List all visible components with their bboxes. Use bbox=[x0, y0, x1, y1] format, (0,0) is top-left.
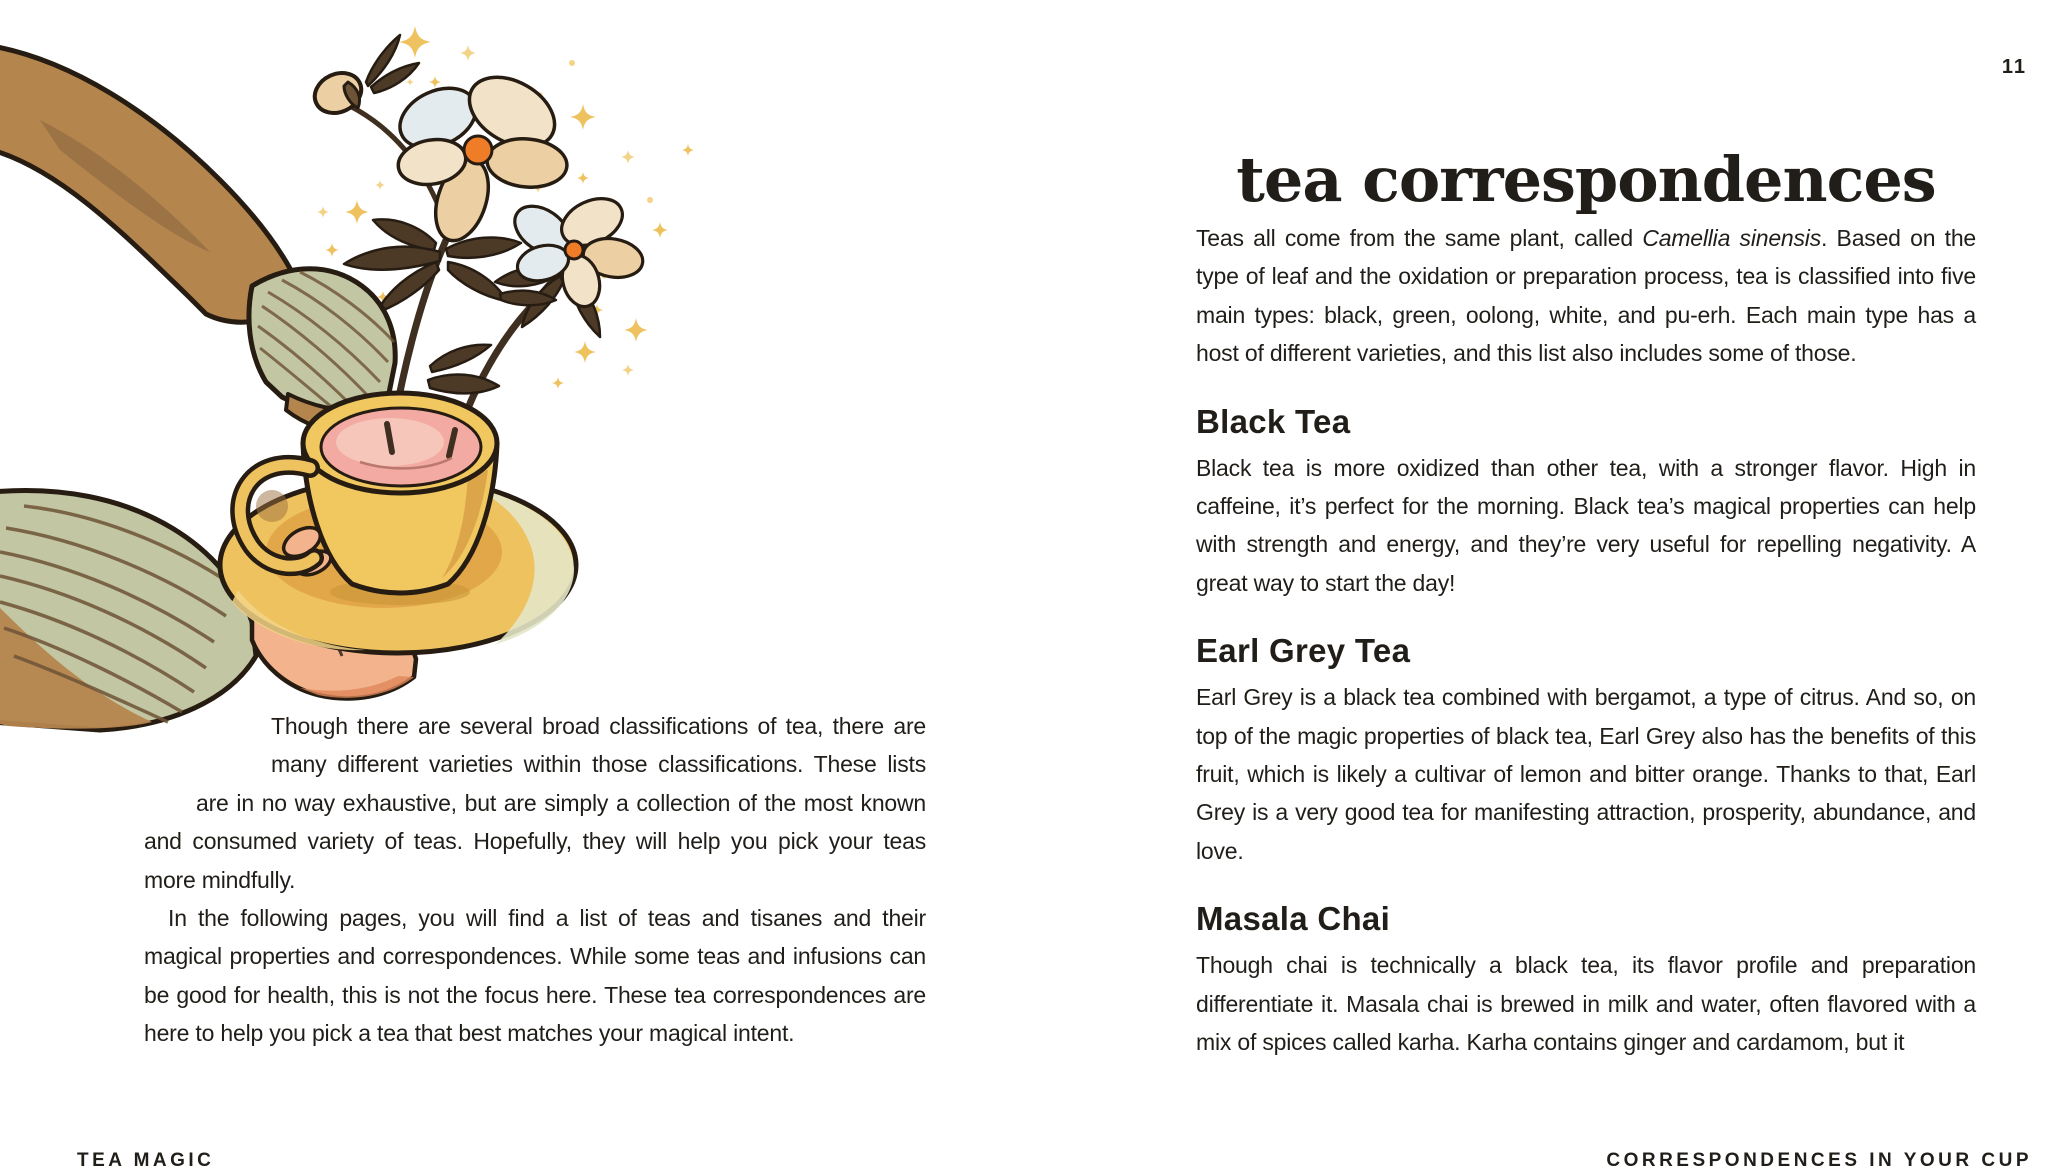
left-paragraph-1 bbox=[144, 707, 926, 899]
species-name-italic: Camellia sinensis bbox=[1642, 225, 1822, 251]
running-footer-book-title: TEA MAGIC bbox=[77, 1150, 215, 1171]
teacup bbox=[303, 393, 497, 593]
section-body-black-tea: Black tea is more oxidized than other tea, with a stronger flavor. High in caffeine, it’s perfect for the morning. Black tea’s magical properties can help with strength and energy, and they’re very useful for repelling negativity. A great way to start the day! bbox=[1196, 454, 1976, 596]
section-heading-masala-chai: Masala Chai bbox=[1196, 900, 1391, 938]
running-footer-chapter-title: CORRESPONDENCES IN YOUR CUP bbox=[1606, 1150, 2032, 1171]
text-wrap-spacer bbox=[144, 707, 271, 746]
intro-text: Teas all come from the same plant, called bbox=[1196, 225, 1643, 251]
paragraph-text: In the following pages, you will find a list of teas and tisanes and their magical properties and correspondences. While some teas and infusions can be good for health, this is not the focus here. These tea correspondences are here to help you pick a tea that best matches your magical intent. bbox=[144, 905, 926, 1047]
teacup-flowers-illustration bbox=[0, 0, 700, 752]
left-paragraph-2 bbox=[144, 899, 926, 1053]
intro-paragraph bbox=[1196, 219, 1976, 373]
left-text-block bbox=[144, 707, 926, 1053]
right-text-column bbox=[1196, 0, 1976, 1062]
section-body-masala-chai: Though chai is technically a black tea, its flavor profile and preparation differentiate it. Masala chai is brewed in milk and water, often flavored with a mix of spices called karha. Karha contains ginger and cardamom, but it bbox=[1196, 952, 1976, 1056]
page-number: 11 bbox=[2001, 56, 2027, 78]
section-heading-earl-grey-tea: Earl Grey Tea bbox=[1196, 632, 1411, 670]
intro-text: . Based on the type of leaf and the oxidation or preparation process, tea is classified into five main types: black, green, oolong, white, and pu-erh. Each main type has a host of different varieties, and this list also includes some of those. bbox=[1196, 225, 1977, 367]
text-wrap-spacer bbox=[144, 746, 196, 785]
section-body-earl-grey-tea: Earl Grey is a black tea combined with bergamot, a type of citrus. And so, on top of the magic properties of black tea, Earl Grey also has the benefits of this fruit, which is likely a cultivar of lemon and bitter orange. Thanks to that, Earl Grey is a very good tea for manifesting attraction, prosperity, abundance, and love. bbox=[1196, 684, 1976, 864]
paragraph-text: Though there are several broad classifications of tea, there are many different varieties within those classifications. These lists are in no way exhaustive, but are simply a collection of the most known and consumed variety of teas. Hopefully, they will help you pick your teas more mindfully. bbox=[144, 713, 926, 893]
section-heading-black-tea: Black Tea bbox=[1196, 402, 1351, 440]
chapter-title: tea correspondences bbox=[1236, 143, 1936, 216]
